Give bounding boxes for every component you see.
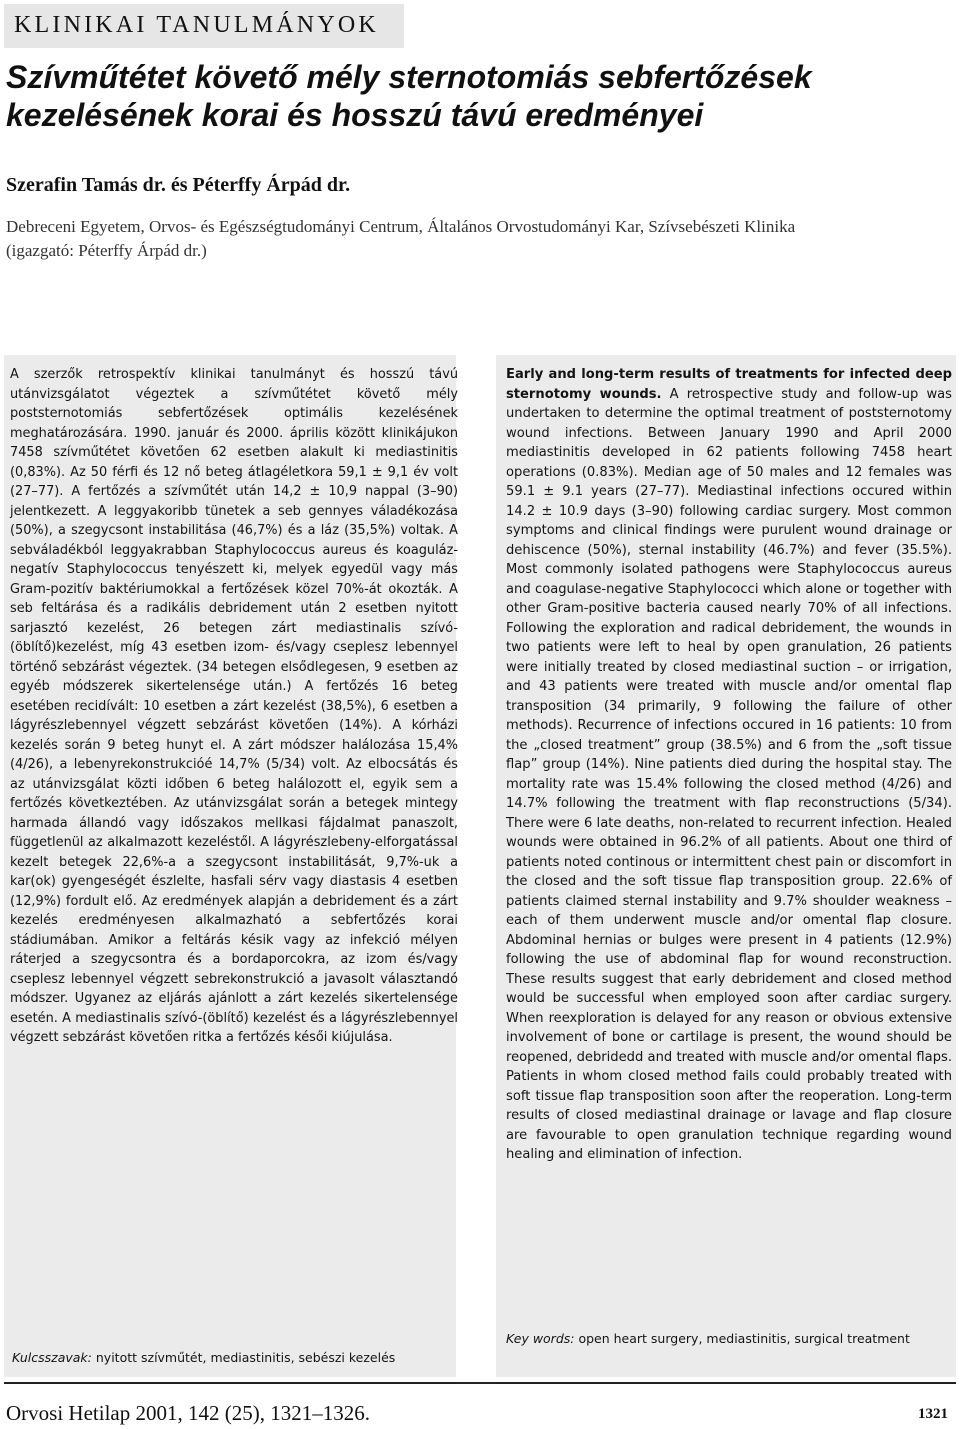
title-line-1: Szívműtétet követő mély sternotomiás sebfertőzések — [6, 59, 812, 95]
article-title — [6, 58, 946, 134]
section-tag — [4, 4, 404, 48]
title-line-2: kezelésének korai és hosszú távú eredményei — [6, 97, 704, 133]
keywords-hu-text: nyitott szívműtét, mediastinitis, sebészi kezelés — [95, 1350, 396, 1365]
section-label: KLINIKAI TANULMÁNYOK — [14, 12, 379, 38]
abstract-english-title: Early and long-term results of treatments for infected deep sternotomy wounds. — [506, 367, 952, 402]
keywords-en-label: Key words: — [506, 1331, 575, 1346]
abstract-english — [506, 365, 952, 1165]
affiliation — [6, 215, 946, 263]
keywords-english — [506, 1329, 946, 1348]
footer-divider — [4, 1382, 956, 1384]
keywords-hu-label: Kulcsszavak: — [12, 1350, 92, 1365]
keywords-en-text: open heart surgery, mediastinitis, surgical treatment — [578, 1331, 910, 1346]
page-number: 1321 — [918, 1406, 948, 1422]
affiliation-line-1: Debreceni Egyetem, Orvos- és Egészségtudományi Centrum, Általános Orvostudományi Kar, Szívsebészeti Klinika — [6, 217, 796, 236]
journal-citation: Orvosi Hetilap 2001, 142 (25), 1321–1326. — [6, 1401, 370, 1425]
abstract-hungarian: A szerzők retrospektív klinikai tanulmányt és hosszú távú utánvizsgálatot végeztek a szívműtétet követő mély poststernotomiás sebfertőzések optimális kezelésének meghatározására. 1990. január és 2000. április között klinikájukon 7458 szívműtétet követően 62 esetben alakult ki mediastinitis (0,83%). Az 50 férfi és 12 nő beteg átlagéletkora 59,1 ± 9,1 év volt (27–77). A fertőzés a szívműtét után 14,2 ± 10,9 nappal (3–90) jelentkezett. A leggyakoribb tünetek a seb gennyes váladékozása (50%), a szegycsont instabilitása (46,7%) és a láz (35,5%) voltak. A sebváladékból leggyakrabban Staphylococcus aureus és koaguláz-negatív Staphylococcus tenyészett ki, melyek egyedül vagy más Gram-pozitív baktériumokkal a fertőzések közel 70%-át okozták. A seb feltárása és a radikális debridement után 2 esetben nyitott sarjasztó kezelést, 26 betegen zárt mediastinalis szívó-(öblítő)kezelést, míg 43 esetben izom- és/vagy cseplesz lebennyel történő sebzárást végeztek. (34 betegen elsődlegesen, 9 esetben az egyéb módszerek sikertelensége után.) A fertőzés 16 beteg esetében recidívált: 10 esetben a zárt kezelést (38,5%), 6 esetben a lágyrészlebennyel végzett sebzárást követően (14%). A kórházi kezelés során 9 beteg hunyt el. A zárt módszer halálozása 15,4% (4/26), a lebenyrekonstrukcióé 14,7% (5/34) volt. Az elbocsátás és az utánvizsgálat közti időben 6 beteg halálozott el, egyik sem a fertőzés következtében. Az utánvizsgálat során a betegek mintegy harmada állandó vagy időszakos mellkasi fájdalmat panaszolt, függetlenül az alkalmazott kezeléstől. A lágyrészlebeny-elforgatással kezelt betegek 22,6%-a a szegycsont instabilitását, 9,7%-uk a kar(ok) gyengeségét észlelte, hasfali sérv vagy diastasis 4 esetben (12,9%) fordult elő. Az eredmények alapján a debridement és a zárt kezelés eredményesen alkalmazható a sebfertőzés korai stádiumában. Amikor a feltárás késik vagy az infekció mélyen ráterjed a szegycsontra és a bordaporcokra, az izom és/vagy cseplesz lebennyel végzett sebrekonstrukció a javasolt választandó módszer. Ugyanez az eljárás ajánlott a zárt kezelés sikertelensége esetén. A mediastinalis szívó-(öblítő) kezelést és a lágyrészlebennyel végzett sebzárást követően ritka a fertőzés késői kiújulása. — [10, 367, 458, 1045]
keywords-hungarian — [12, 1348, 452, 1367]
abstract-english-body: A retrospective study and follow-up was undertaken to determine the optimal treatment of poststernotomy wound infections. Between January 1990 and April 2000 mediastinitis developed in 62 patients following 7458 heart operations (0.83%). Median age of 50 males and 12 females was 59.1 ± 9.1 years (27–77). Mediastinal infections occured within 14.2 ± 10.9 days (3–90) following cardiac surgery. Most common symptoms and clinical findings were purulent wound drainage or dehiscence (50%), sternal instability (46.7%) and fever (35.5%). Most commonly isolated pathogens were Staphylococcus aureus and coagulase-negative Staphylococci which alone or together with other Gram-positive bacteria caused nearly 70% of all infections. Following the exploration and radical debridement, the wounds in two patients were left to heal by open granulation, 26 patients were initially treated by closed mediastinal suction – or irrigation, and 43 patients were treated with muscle and/or omental flap transposition (34 primarily, 9 following the failure of other methods). Recurrence of infections occured in 16 patients: 10 from the „closed treatment” group (38.5%) and 6 from the „soft tissue flap” group (14%). Nine patients died during the hospital stay. The mortality rate was 15.4% following the closed method (4/26) and 14.7% following the treatment with flap reconstructions (5/34). There were 6 late deaths, non-related to recurrent infection. Healed wounds were obtained in 96.2% of all patients. About one third of patients noted continous or intermittent chest pain or discomfort in the closed and the soft tissue flap transposition group. 22.6% of patients claimed sternal instability and 9.7% shoulder weakness – each of them underwent muscle and/or omental flap closure. Abdominal hernias or bulges were present in 4 patients (12.9%) following the use of abdominal flap for wound reconstruction. These results suggest that early debridement and closed method would be successful when employed soon after cardiac surgery. When reexploration is delayed for any reason or obvious extensive involvement of bone or cartilage is present, the wound should be reopened, debridedd and treated with muscle and/or omental flaps. Patients in whom closed method fails could probably treated with soft tissue flap transposition soon after the reoperation. Long-term results of closed mediastinal drainage or lavage and flap closure are favourable to open granulation technique regarding wound healing and elimination of infection. — [506, 386, 952, 1162]
authors: Szerafin Tamás dr. és Péterffy Árpád dr. — [6, 174, 351, 196]
affiliation-line-2: (igazgató: Péterffy Árpád dr.) — [6, 241, 207, 260]
